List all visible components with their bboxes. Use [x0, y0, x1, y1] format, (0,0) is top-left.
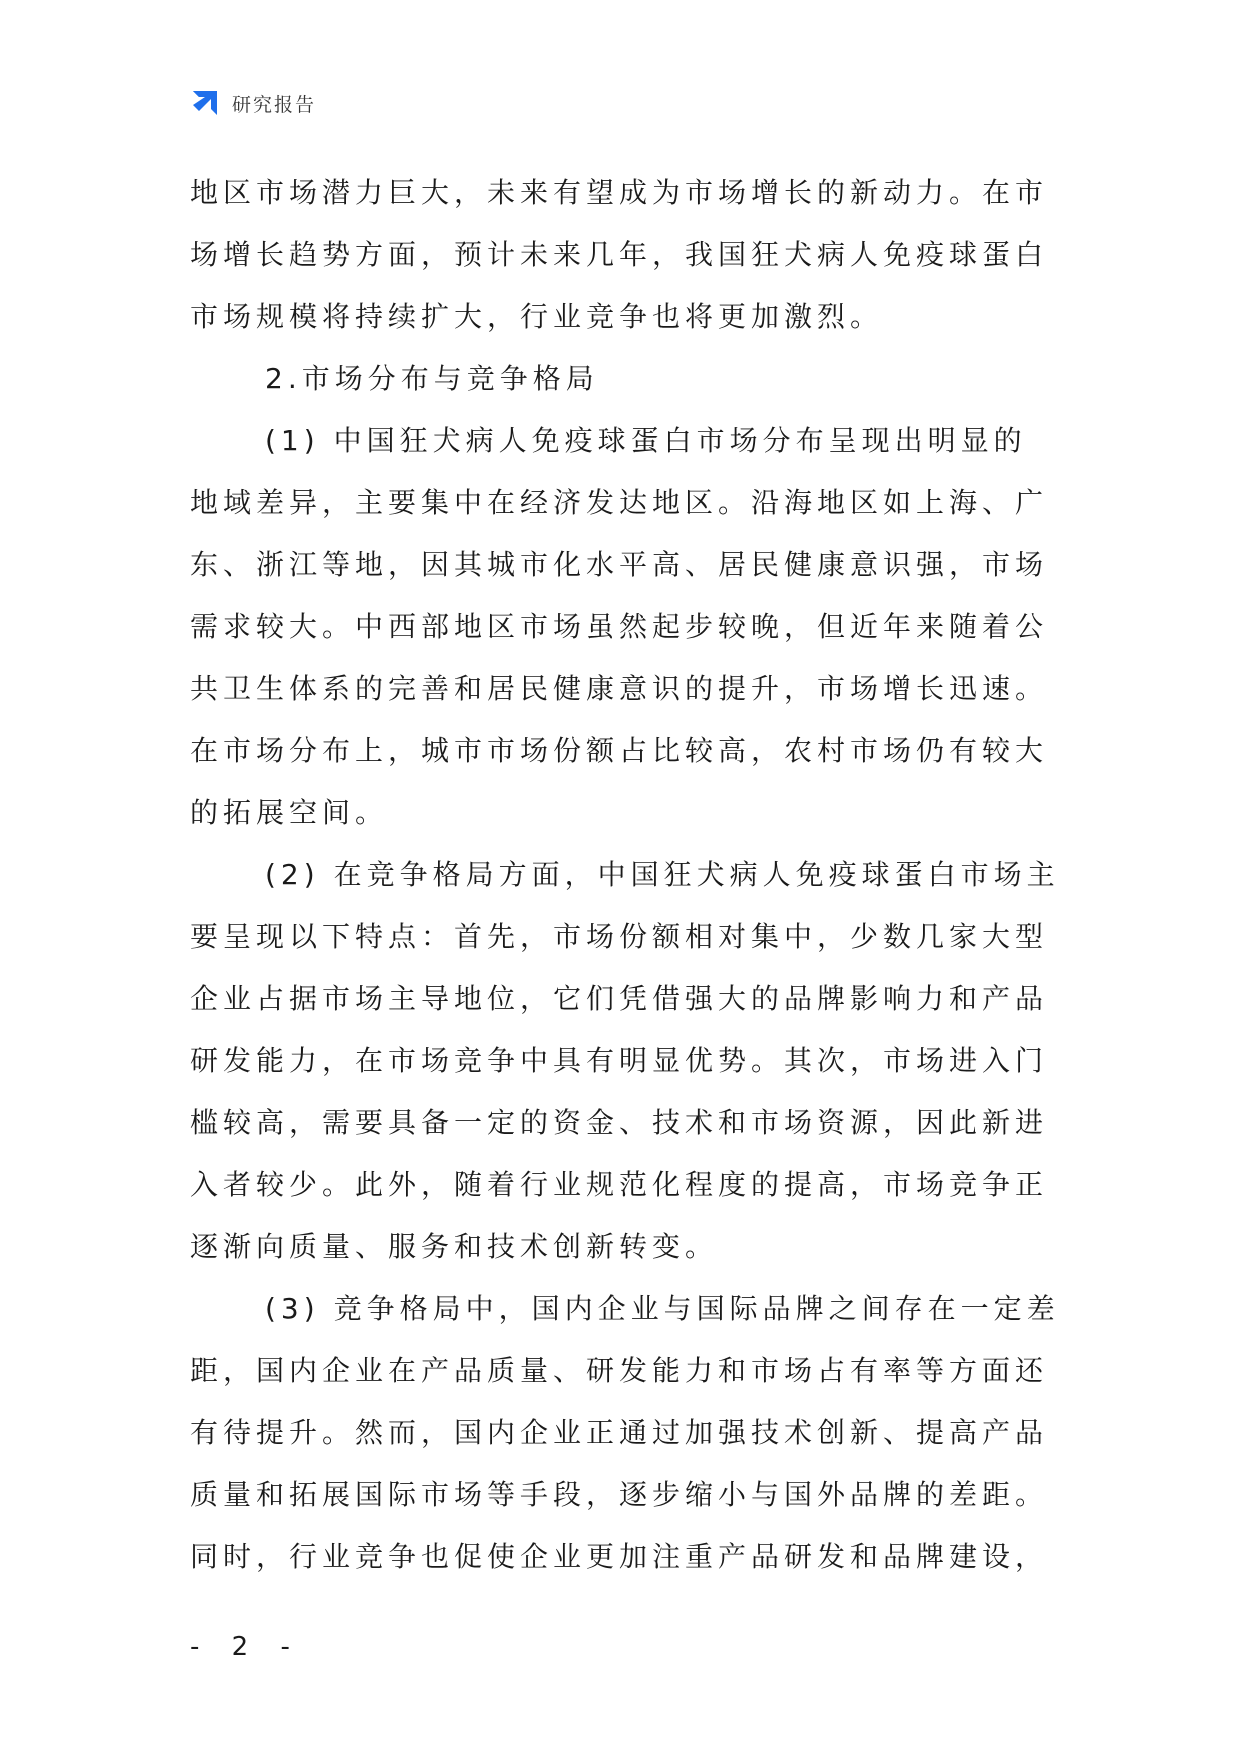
body-line: 需求较大。中西部地区市场虽然起步较晚，但近年来随着公	[190, 610, 1049, 643]
body-line: 的拓展空间。	[190, 796, 389, 829]
body-line: 槛较高，需要具备一定的资金、技术和市场资源，因此新进	[190, 1106, 1049, 1139]
header-title: 研究报告	[232, 93, 317, 116]
body-line: 东、浙江等地，因其城市化水平高、居民健康意识强，市场	[190, 548, 1049, 581]
body-line: 地区市场潜力巨大，未来有望成为市场增长的新动力。在市	[190, 176, 1049, 209]
body-line: 在市场分布上，城市市场份额占比较高，农村市场仍有较大	[190, 734, 1049, 767]
body-line: 逐渐向质量、服务和技术创新转变。	[190, 1230, 719, 1263]
document-body	[190, 162, 1060, 1588]
body-line: 质量和拓展国际市场等手段，逐步缩小与国外品牌的差距。	[190, 1478, 1049, 1511]
body-line: 研发能力，在市场竞争中具有明显优势。其次，市场进入门	[190, 1044, 1049, 1077]
body-line: 企业占据市场主导地位，它们凭借强大的品牌影响力和产品	[190, 982, 1049, 1015]
report-header	[190, 88, 316, 118]
paragraph-2-start: (2) 在竞争格局方面，中国狂犬病人免疫球蛋白市场主	[265, 858, 1060, 891]
body-line: 距，国内企业在产品质量、研发能力和市场占有率等方面还	[190, 1354, 1049, 1387]
page-number: - 2 -	[190, 1632, 302, 1662]
section-heading: 2.市场分布与竞争格局	[265, 362, 599, 395]
body-line: 要呈现以下特点：首先，市场份额相对集中，少数几家大型	[190, 920, 1049, 953]
body-line: 共卫生体系的完善和居民健康意识的提升，市场增长迅速。	[190, 672, 1049, 705]
body-line: 入者较少。此外，随着行业规范化程度的提高，市场竞争正	[190, 1168, 1049, 1201]
body-line: 场增长趋势方面，预计未来几年，我国狂犬病人免疫球蛋白	[190, 238, 1049, 271]
body-line: 市场规模将持续扩大，行业竞争也将更加激烈。	[190, 300, 884, 333]
arrow-up-right-logo-icon	[190, 88, 220, 118]
paragraph-1-start: (1) 中国狂犬病人免疫球蛋白市场分布呈现出明显的	[265, 424, 1027, 457]
body-line: 同时，行业竞争也促使企业更加注重产品研发和品牌建设，	[190, 1540, 1049, 1573]
paragraph-3-start: (3) 竞争格局中，国内企业与国际品牌之间存在一定差	[265, 1292, 1060, 1325]
body-line: 地域差异，主要集中在经济发达地区。沿海地区如上海、广	[190, 486, 1049, 519]
body-line: 有待提升。然而，国内企业正通过加强技术创新、提高产品	[190, 1416, 1049, 1449]
